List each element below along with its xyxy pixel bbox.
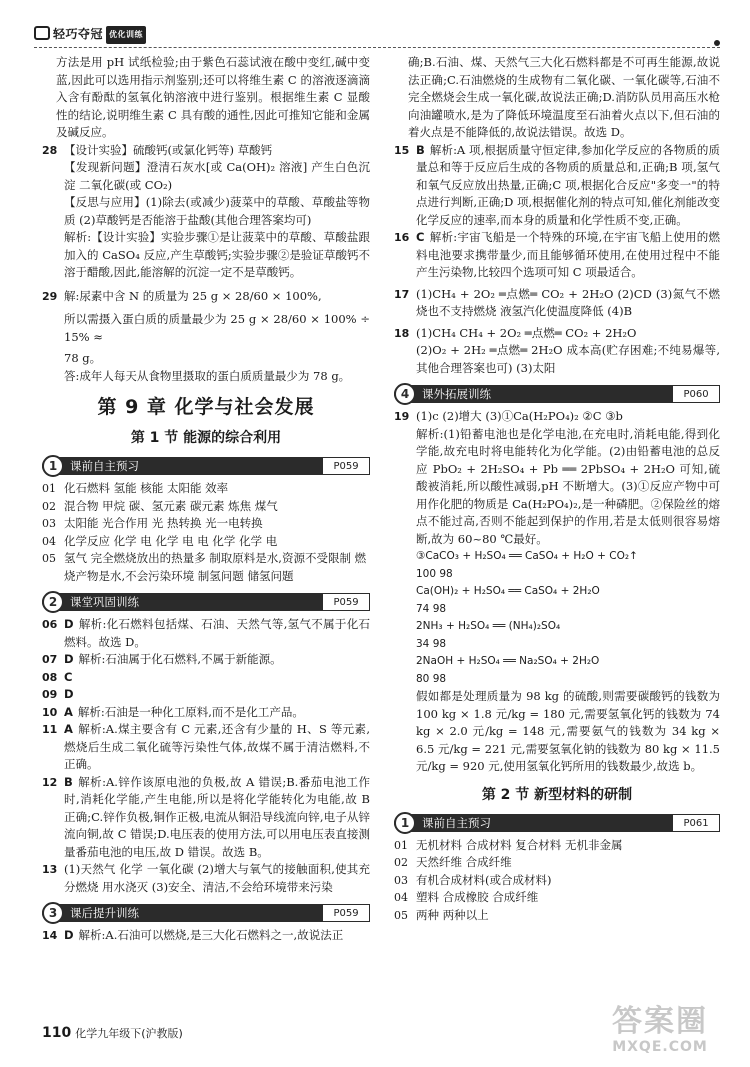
band-page-ref: P061	[672, 814, 720, 832]
item-number: 12	[42, 775, 58, 789]
item-number: 02	[42, 499, 56, 513]
band-title: 课堂巩固训练	[70, 595, 139, 609]
list-item	[42, 669, 370, 687]
item-analysis: 解析:A.煤主要含有 C 元素,还含有少量的 H、S 等元素,燃烧后生成二氧化硫等污染性气体,故煤不属于清洁燃料,不正确。	[64, 722, 370, 771]
item-number: 06	[42, 618, 58, 631]
list-item	[42, 498, 370, 516]
brand-name: 轻巧夺冠	[53, 27, 104, 41]
item-analysis: 解析:宇宙飞船是一个特殊的环境,在宇宙飞船上使用的燃料电池要求携带量少,而且能够循环使用,在使用过程中不能产生污染物,比较四个选项可知 C 项最适合。	[416, 230, 720, 279]
list-item	[42, 515, 370, 533]
item-text: 混合物 甲烷 碳、氢元素 碳元素 炼焦 煤气	[64, 498, 278, 513]
band-page-ref: P059	[322, 904, 370, 922]
list-item	[394, 854, 720, 872]
list-item	[42, 686, 370, 704]
list-item	[42, 616, 370, 651]
answer-line: 【反思与应用】(1)除去(或减少)菠菜中的草酸、草酸盐等物质 (2)草酸钙是否能溶于盐酸(其他合理答案均可)	[64, 195, 370, 227]
ratio-line: 80 98	[416, 672, 447, 685]
left-column	[42, 54, 370, 945]
item-number: 05	[42, 552, 56, 565]
page-footer	[42, 1025, 183, 1043]
list-item	[394, 837, 720, 855]
section-band-preview	[42, 455, 370, 476]
band-title: 课外拓展训练	[422, 387, 491, 401]
question-number: 28	[42, 143, 58, 157]
question-16	[394, 229, 720, 282]
band-number-icon: 2	[42, 591, 64, 613]
item-answer: (2)O₂ + 2H₂ ═点燃═ 2H₂O 成本高(贮存困难;不纯易爆等,其他合理答案也可) (3)太阳	[416, 343, 720, 375]
item-text: 两种 两种以上	[416, 907, 489, 922]
item-number: 02	[394, 856, 408, 869]
item-text: 无机材料 合成材料 复合材料 无机非金属	[416, 837, 623, 852]
question-14	[42, 927, 370, 945]
item-number: 13	[42, 863, 58, 876]
section-band-extension	[394, 383, 720, 404]
item-analysis: 解析:A.石油可以燃烧,是三大化石燃料之一,故说法正	[78, 928, 344, 942]
item-number: 03	[42, 517, 56, 530]
section-band-after-class	[42, 902, 370, 923]
ratio-line: 74 98	[416, 602, 447, 615]
item-text: 天然纤维 合成纤维	[416, 855, 512, 869]
list-item	[42, 774, 370, 862]
brand-logo	[34, 26, 146, 44]
band-page-ref: P059	[322, 593, 370, 611]
solution-line: 解:尿素中含 N 的质量为 25 g × 28/60 × 100%,	[64, 288, 322, 303]
equation-line: 2NH₃ + H₂SO₄ ══ (NH₄)₂SO₄	[416, 620, 561, 632]
question-number: 29	[42, 289, 58, 303]
header-dot-icon	[714, 40, 720, 46]
question-29	[42, 288, 370, 386]
equation-line: Ca(OH)₂ + H₂SO₄ ══ CaSO₄ + 2H₂O	[416, 585, 600, 597]
section-band-classwork	[42, 591, 370, 612]
item-number: 01	[42, 482, 56, 495]
list-item	[394, 889, 720, 907]
list-item	[42, 480, 370, 498]
item-number: 19	[394, 410, 410, 423]
item-answer: (1)c (2)增大 (3)①Ca(H₂PO₄)₂ ②C ③b	[416, 409, 623, 423]
item-answer: D	[64, 617, 74, 631]
watermark-url: MXQE.COM	[612, 1039, 708, 1055]
item-answer: (1)天然气 化学 一氧化碳 (2)增大与氧气的接触面积,使其充分燃烧 用水浇灭 (3)安全、清洁,不会给环境带来污染	[64, 862, 370, 894]
item-analysis: 解析:石油是一种化工原料,而不是化工产品。	[77, 704, 304, 719]
item-answer: A	[64, 722, 73, 736]
item-number: 11	[42, 723, 58, 736]
item-number: 04	[42, 534, 56, 548]
ratio-line: 100 98	[416, 567, 453, 580]
conclusion-line: 答:成年人每天从食物里摄取的蛋白质质量最少为 78 g。	[64, 368, 351, 383]
band-title: 课前自主预习	[422, 815, 491, 830]
item-number: 05	[394, 908, 408, 922]
book-title: 化学九年级下(沪教版)	[75, 1027, 183, 1040]
item-number: 10	[42, 705, 58, 719]
band-page-ref: P060	[672, 385, 720, 403]
band-number-icon: 4	[394, 383, 416, 405]
right-column	[394, 54, 720, 924]
band-number-icon: 1	[42, 455, 64, 477]
item-answer: D	[64, 928, 74, 942]
item-analysis: 解析:化石燃料包括煤、石油、天然气等,氢气不属于化石燃料。故选 D。	[64, 617, 370, 649]
item-number: 18	[394, 326, 410, 340]
list-item	[394, 907, 720, 925]
preview-list-2	[394, 837, 720, 925]
list-item	[394, 872, 720, 890]
answer-line: 【发现新问题】澄清石灰水[或 Ca(OH)₂ 溶液] 产生白色沉淀 二氧化碳(或 CO₂)	[64, 160, 370, 192]
item-text: 塑料 合成橡胶 合成纤维	[416, 890, 539, 904]
item-number: 04	[394, 891, 408, 904]
answer-line: 【设计实验】硫酸钙(或氯化钙等) 草酸钙	[64, 142, 273, 157]
item-analysis: 解析:石油属于化石燃料,不属于新能源。	[78, 652, 282, 666]
item-number: 01	[394, 838, 408, 852]
item-text: 有机合成材料(或合成材料)	[416, 872, 552, 887]
solution-line: 78 g。	[64, 351, 102, 365]
ratio-line: 34 98	[416, 637, 447, 650]
item-number: 09	[42, 688, 58, 701]
item-text: 氢气 完全燃烧放出的热量多 制取原料是水,资源不受限制 燃烧产物是水,不会污染环境 制氢问题 储氢问题	[64, 551, 367, 583]
page-number: 110	[42, 1025, 72, 1041]
watermark-text: 答案圈	[612, 1004, 708, 1039]
analysis-text: 解析:【设计实验】实验步骤①是让菠菜中的草酸、草酸盐跟加入的 CaSO₄ 反应,产生草酸钙;实验步骤②是验证草酸钙不溶于醋酸,因此,能溶解的沉淀一定不是草酸钙。	[64, 230, 370, 279]
item-answer: B	[416, 142, 425, 157]
solution-line: 所以需摄入蛋白质的质量最少为 25 g × 28/60 × 100% ÷ 15% ≈	[64, 312, 370, 344]
item-answer: B	[64, 774, 73, 789]
preview-list	[42, 480, 370, 585]
item-number: 08	[42, 670, 58, 684]
item-answer: (1)CH₄ + 2O₂ ═点燃═ CO₂ + 2H₂O (2)CD (3)氮气不燃烧也不支持燃烧 液氢汽化使温度降低 (4)B	[416, 286, 720, 318]
item-number: 15	[394, 143, 410, 157]
equation-line: ③CaCO₃ + H₂SO₄ ══ CaSO₄ + H₂O + CO₂↑	[416, 550, 638, 562]
item-text: 太阳能 光合作用 光 热转换 光一电转换	[64, 516, 263, 530]
equation-line: 2NaOH + H₂SO₄ ══ Na₂SO₄ + 2H₂O	[416, 655, 600, 667]
classwork-list	[42, 616, 370, 896]
item-answer: (1)CH₄ CH₄ + 2O₂ ═点燃═ CO₂ + 2H₂O	[416, 325, 637, 340]
band-page-ref: P059	[322, 457, 370, 475]
brand-tag: 优化训练	[106, 26, 146, 44]
list-item	[42, 533, 370, 551]
question-28	[42, 142, 370, 282]
item-answer: A	[64, 704, 73, 719]
item-number: 17	[394, 287, 410, 301]
chapter-title: 第 9 章 化学与社会发展	[97, 396, 315, 418]
list-item	[42, 704, 370, 722]
list-item	[42, 651, 370, 669]
section-title: 第 1 节 能源的综合利用	[130, 430, 282, 446]
item-text: 化石燃料 氢能 核能 太阳能 效率	[64, 481, 229, 495]
section-band-preview-2	[394, 812, 720, 833]
item-number: 07	[42, 653, 58, 666]
band-number-icon: 1	[394, 812, 416, 834]
item-number: 16	[394, 231, 410, 244]
item-number: 14	[42, 929, 58, 942]
item-answer: C	[416, 230, 425, 244]
question-19	[394, 408, 720, 776]
item-text: 化学反应 化学 电 化学 电 电 化学 化学 电	[64, 533, 278, 548]
page-header	[34, 26, 720, 48]
continued-analysis: 确;B.石油、煤、天然气三大化石燃料都是不可再生能源,故说法正确;C.石油燃烧的生成物有二氧化碳、一氧化碳等,石油不完全燃烧会生成一氧化碳,故说法正确;D.消防队员用高压水枪向油罐喷水,是为了降低环境温度至石油着火点以下,但石油的着火点是不能降低的,故说法错误。故选 D。	[408, 55, 720, 139]
question-15	[394, 142, 720, 230]
intro-paragraph: 方法是用 pH 试纸检验;由于紫色石蕊试液在酸中变红,碱中变蓝,因此可以选用指示剂鉴别;还可以将维生素 C 的溶液逐滴滴入含有酚酞的氢氧化钠溶液中进行鉴别。根据维生素 C 显酸性的结论,说明维生素 C 具有酸的通性,因此可推知它能和金属及碱反应。	[56, 55, 370, 139]
item-analysis: 解析:A.锌作该原电池的负极,故 A 错误;B.番茄电池工作时,消耗化学能,产生电能,所以是将化学能转化为电能,故 B 正确;C.锌作负极,铜作正极,电流从铜沿导线流向锌,电子从锌流向铜,故 C 错误;D.电压表的使用方法,可以用电压表直接测量番茄电池的电压,故 D 错误。故选 B。	[64, 774, 370, 859]
item-answer: C	[64, 669, 73, 684]
band-title: 课后提升训练	[70, 906, 139, 920]
list-item	[42, 861, 370, 896]
band-number-icon: 3	[42, 902, 64, 924]
item-analysis: 解析:A 项,根据质量守恒定律,参加化学反应的各物质的质量总和等于反应后生成的各物质的质量总和,正确;B 项,氢气和氧气反应放出热量,正确;C 项,根据化合反应"多变一"的特点进行判断,正确;D 项,根据催化剂的特点可知,催化剂能改变化学反应的速率,而本身的质量和化学性质不变,正确。	[416, 142, 720, 227]
item-answer: D	[64, 687, 74, 701]
band-title: 课前自主预习	[70, 459, 139, 473]
item-answer: D	[64, 652, 74, 666]
question-17	[394, 286, 720, 321]
list-item	[42, 721, 370, 774]
brand-icon	[34, 26, 50, 40]
question-18	[394, 325, 720, 378]
section-title: 第 2 节 新型材料的研制	[481, 786, 633, 803]
item-number: 03	[394, 873, 408, 887]
watermark-logo	[590, 1005, 730, 1061]
calculation-text: 假如都是处理质量为 98 kg 的硫酸,则需要碳酸钙的钱数为 100 kg × 1.8 元/kg = 180 元,需要氢氧化钙的钱数为 74 kg × 2.0 元/kg = 148 元,需要氨气的钱数为 34 kg × 6.5 元/kg = 221 元,需要氢氧化钠的钱数为 80 kg × 11.5 元/kg = 920 元,使用氢氧化钙所用的钱数最少,故选 b。	[416, 689, 720, 773]
list-item	[42, 550, 370, 585]
item-analysis: 解析:(1)铅蓄电池也是化学电池,在充电时,消耗电能,得到化学能,故充电时将电能转化为化学能。(2)由铅蓄电池的总反应 PbO₂ + 2H₂SO₄ + Pb ══ 2PbSO₄ + 2H₂O 可知,硫酸被消耗,所以酸性减弱,pH 不断增大。(3)①反应产物中可用作化肥的物质是 Ca(H₂PO₄)₂,是一种磷肥。②保险丝的熔点不能过高,否则不能起到保护的作用,若是太低则很容易熔断,故为 60~80 ℃最好。	[416, 426, 720, 546]
